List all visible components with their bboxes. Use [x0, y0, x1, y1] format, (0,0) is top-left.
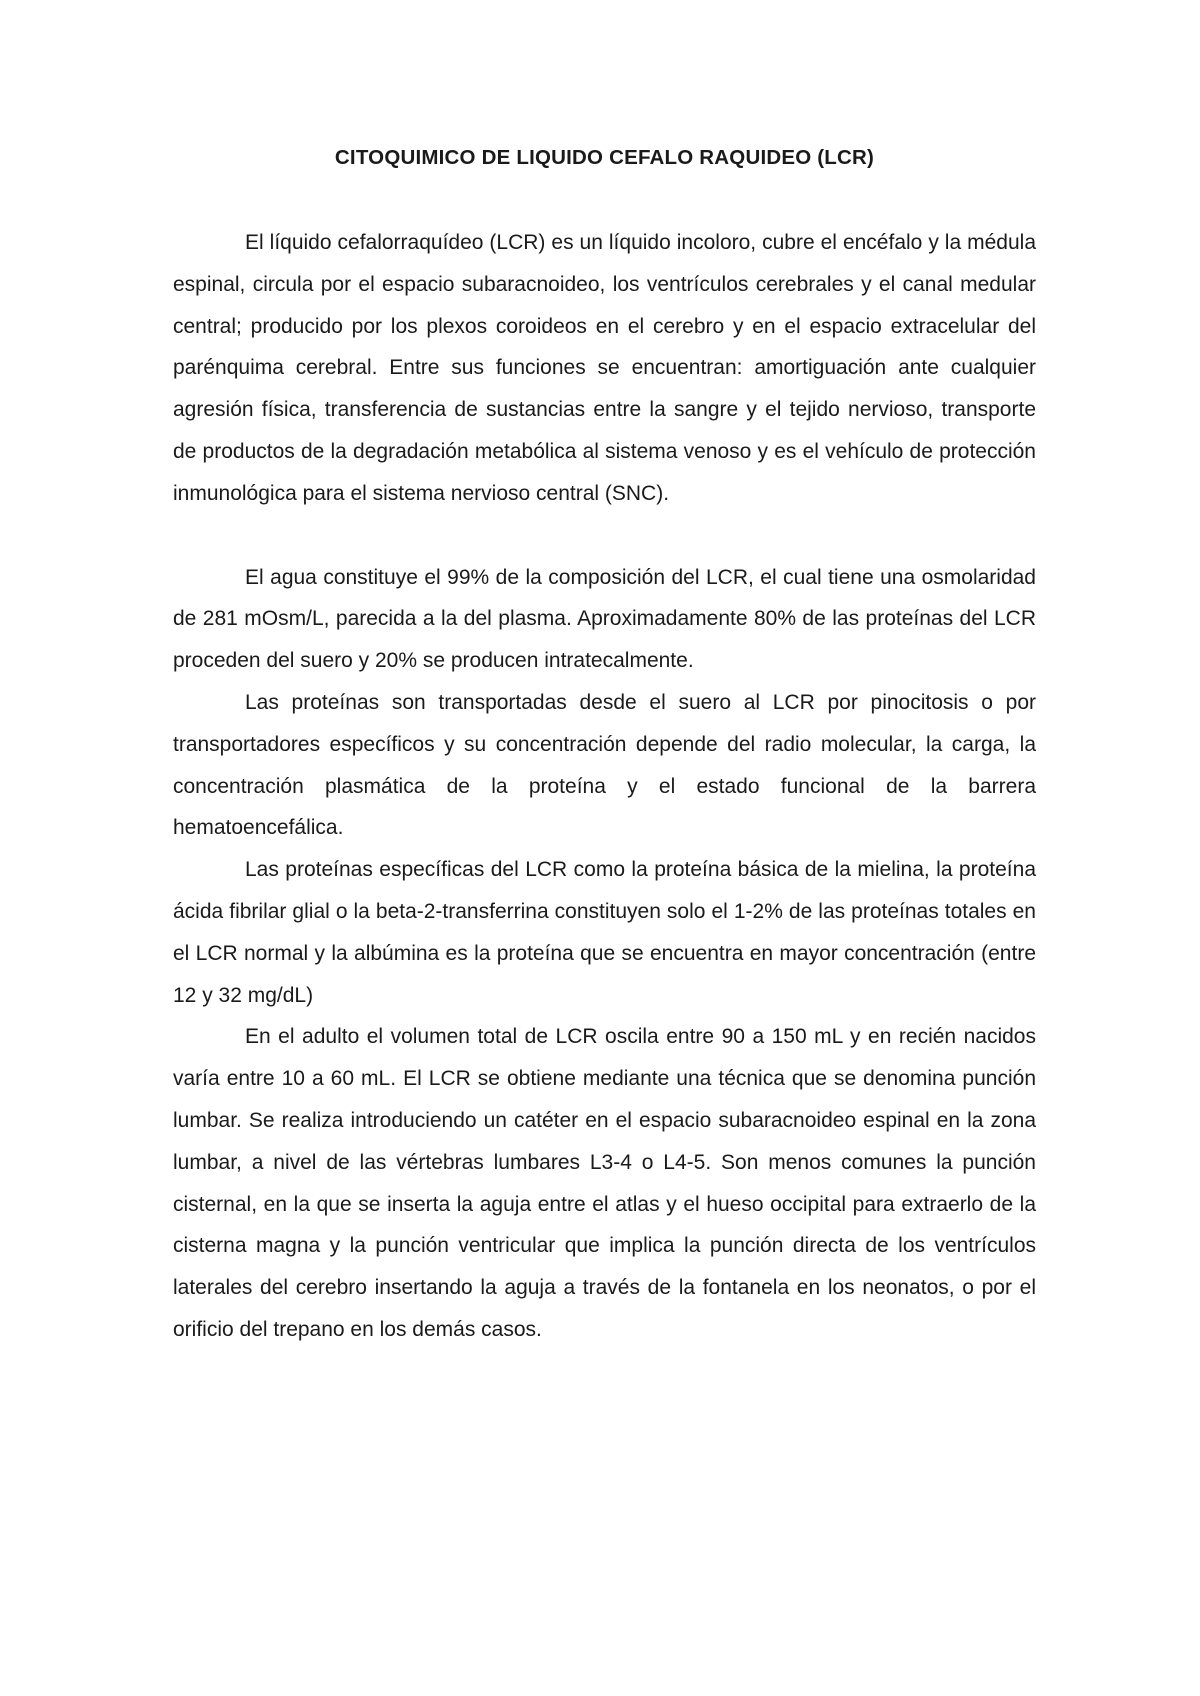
paragraph-lcr-composition: El agua constituye el 99% de la composición del LCR, el cual tiene una osmolaridad de 281 mOsm/L, parecida a la del plasma. Aproximadamente 80% de las proteínas del LCR proceden del suero y 20% se producen intratecalmente. — [173, 565, 1036, 673]
document-body — [173, 222, 1036, 1351]
paragraph-specific-proteins: Las proteínas específicas del LCR como la proteína básica de la mielina, la proteína ácida fibrilar glial o la beta-2-transferrina constituyen solo el 1-2% de las proteínas totales en el LCR normal y la albúmina es la proteína que se encuentra en mayor concentración (entre 12 y 32 mg/dL) — [173, 858, 1036, 1007]
paragraph-lcr-definition: El líquido cefalorraquídeo (LCR) es un líquido incoloro, cubre el encéfalo y la médula espinal, circula por el espacio subaracnoideo, los ventrículos cerebrales y el canal medular central; producido por los plexos coroideos en el cerebro y en el espacio extracelular del parénquima cerebral. Entre sus funciones se encuentran: amortiguación ante cualquier agresión física, transferencia de sustancias entre la sangre y el tejido nervioso, transporte de productos de la degradación metabólica al sistema venoso y es el vehículo de protección inmunológica para el sistema nervioso central (SNC). — [173, 231, 1036, 505]
paragraph-protein-transport: Las proteínas son transportadas desde el suero al LCR por pinocitosis o por transportadores específicos y su concentración depende del radio molecular, la carga, la concentración plasmática de la proteína y el estado funcional de la barrera hematoencefálica. — [173, 690, 1036, 840]
paragraph-lcr-volume-collection: En el adulto el volumen total de LCR oscila entre 90 a 150 mL y en recién nacidos varía entre 10 a 60 mL. El LCR se obtiene mediante una técnica que se denomina punción lumbar. Se realiza introduciendo un catéter en el espacio subaracnoideo espinal en la zona lumbar, a nivel de las vértebras lumbares L3-4 o L4-5. Son menos comunes la punción cisternal, en la que se inserta la aguja entre el atlas y el hueso occipital para extraerlo de la cisterna magna y la punción ventricular que implica la punción directa de los ventrículos laterales del cerebro insertando la aguja a través de la fontanela en los neonatos, o por el orificio del trepano en los demás casos. — [173, 1025, 1036, 1341]
document-title: CITOQUIMICO DE LIQUIDO CEFALO RAQUIDEO (LCR) — [334, 146, 875, 169]
